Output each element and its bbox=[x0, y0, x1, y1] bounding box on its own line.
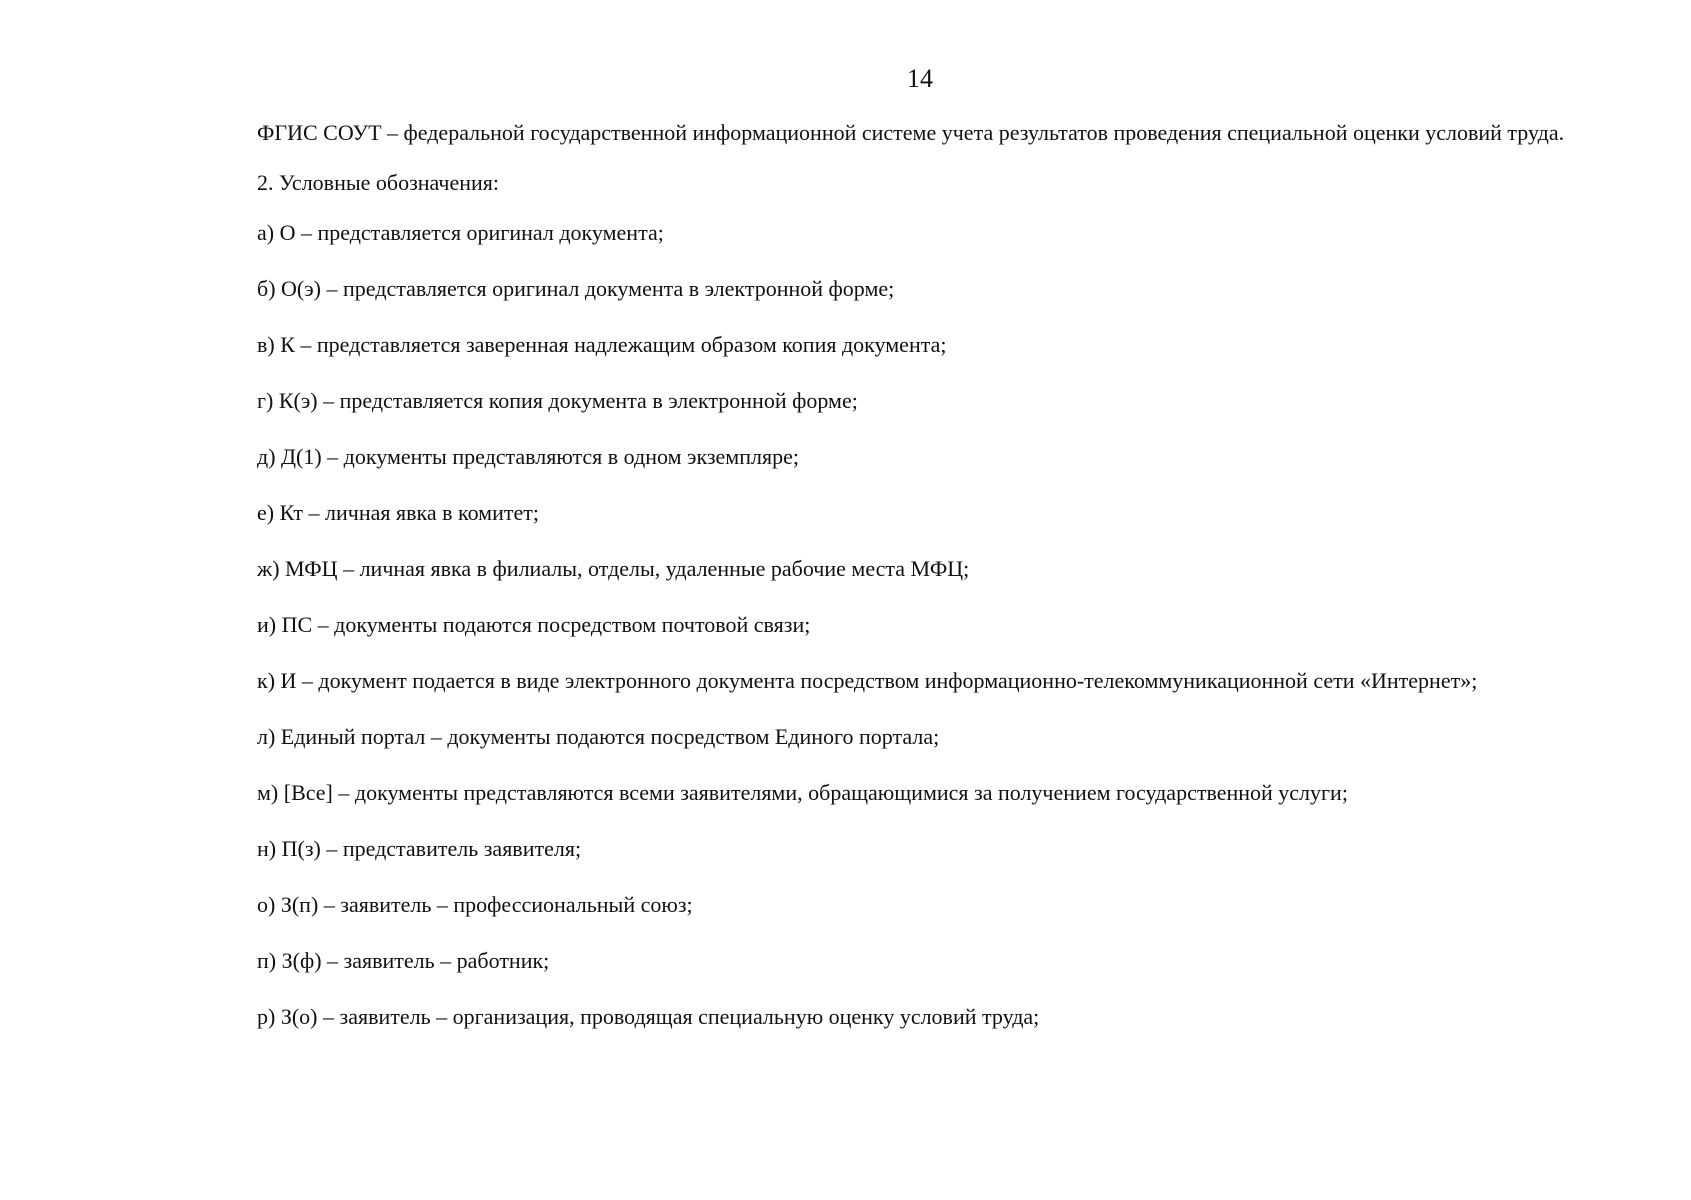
list-item: р) З(о) – заявитель – организация, проводящая специальную оценку условий труда; bbox=[257, 1004, 1040, 1029]
list-item: н) П(з) – представитель заявителя; bbox=[257, 836, 582, 861]
list-item: б) О(э) – представляется оригинал документа в электронной форме; bbox=[257, 276, 895, 301]
list-item: л) Единый портал – документы подаются посредством Единого портала; bbox=[257, 724, 940, 749]
list-item: в) К – представляется заверенная надлежащим образом копия документа; bbox=[257, 332, 947, 357]
list-item: п) З(ф) – заявитель – работник; bbox=[257, 948, 550, 973]
list-item: и) ПС – документы подаются посредством почтовой связи; bbox=[257, 612, 811, 637]
intro-paragraph: ФГИС СОУТ – федеральной государственной информационной системе учета результатов проведения специальной оценки условий труда. bbox=[257, 120, 1565, 145]
list-item: к) И – документ подается в виде электронного документа посредством информационно-телекоммуникационной сети «Интернет»; bbox=[257, 668, 1478, 693]
list-item: м) [Все] – документы представляются всеми заявителями, обращающимися за получением государственной услуги; bbox=[257, 780, 1348, 805]
list-item: г) К(э) – представляется копия документа в электронной форме; bbox=[257, 388, 858, 413]
list-item: о) З(п) – заявитель – профессиональный союз; bbox=[257, 892, 693, 917]
list-item: ж) МФЦ – личная явка в филиалы, отделы, удаленные рабочие места МФЦ; bbox=[257, 556, 970, 581]
list-item: е) Кт – личная явка в комитет; bbox=[257, 500, 539, 525]
section-heading: 2. Условные обозначения: bbox=[257, 170, 500, 195]
page-number: 14 bbox=[907, 64, 933, 93]
document-body bbox=[183, 118, 1653, 1032]
list-item: д) Д(1) – документы представляются в одном экземпляре; bbox=[257, 444, 799, 469]
legend-list bbox=[183, 218, 1653, 1032]
list-item: а) О – представляется оригинал документа; bbox=[257, 220, 664, 245]
